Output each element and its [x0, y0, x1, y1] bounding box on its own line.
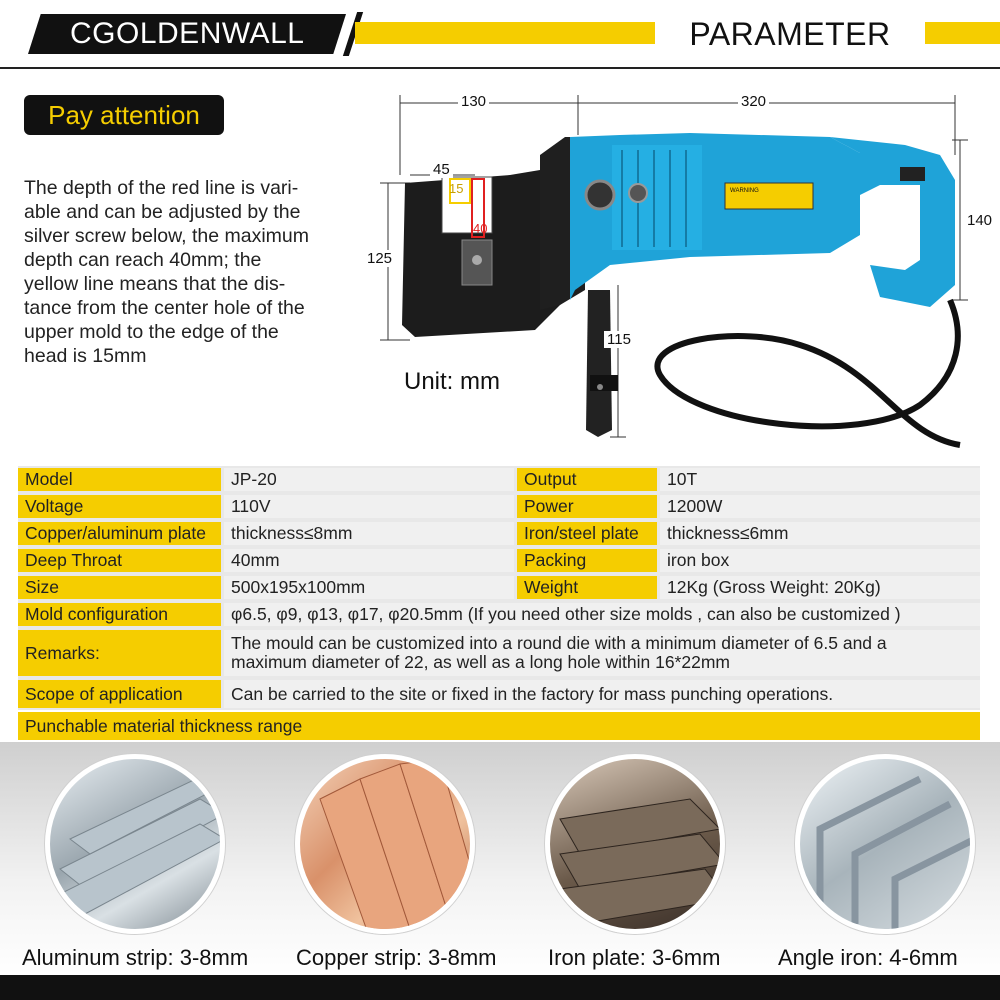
remarks-line: maximum diameter of 22, as well as a long hole within 16*22mm [231, 652, 730, 672]
attention-line: yellow line means that the dis- [24, 273, 286, 295]
yellow-stripe-right [925, 22, 1000, 44]
spec-value: thickness≤8mm [224, 522, 514, 545]
table-row [18, 466, 980, 493]
spec-label: Iron/steel plate [517, 522, 657, 545]
hole-puncher-illustration [360, 75, 1000, 470]
spec-label: Packing [517, 549, 657, 572]
dim-320: 320 [738, 93, 769, 110]
spec-value: 40mm [224, 549, 514, 572]
spec-label: Copper/aluminum plate [18, 522, 221, 545]
spec-value: 110V [224, 495, 514, 518]
spec-label: Scope of application [18, 680, 221, 708]
spec-label: Mold configuration [18, 603, 221, 626]
punch-range-bar: Punchable material thickness range [18, 712, 980, 740]
copper-strip-image [295, 754, 475, 934]
table-row [18, 601, 980, 628]
dim-130: 130 [458, 93, 489, 110]
dim-115: 115 [604, 331, 634, 348]
spec-label: Remarks: [18, 630, 221, 676]
table-row [18, 628, 980, 678]
hole-puncher-diagram [360, 75, 1000, 470]
material-label: Iron plate: 3-6mm [548, 945, 721, 970]
attention-text [24, 176, 342, 368]
attention-line: able and can be adjusted by the [24, 201, 301, 223]
spec-value: φ6.5, φ9, φ13, φ17, φ20.5mm (If you need other size molds , can also be customized ) [224, 603, 980, 626]
attention-line: head is 15mm [24, 345, 147, 367]
warning-sticker-text: WARNING [730, 188, 759, 194]
attention-line: depth can reach 40mm; the [24, 249, 262, 271]
aluminum-strip-image [45, 754, 225, 934]
spec-value: JP-20 [224, 468, 514, 491]
table-row [18, 547, 980, 574]
material-label: Copper strip: 3-8mm [296, 945, 497, 970]
table-row [18, 678, 980, 710]
iron-plate-image [545, 754, 725, 934]
remarks-line: The mould can be customized into a round die with a minimum diameter of 6.5 and a [231, 633, 887, 653]
yellow-stripe-left [355, 22, 655, 44]
dim-15: 15 [449, 181, 464, 196]
spec-value: 500x195x100mm [224, 576, 514, 599]
pay-attention-badge: Pay attention [24, 95, 224, 135]
unit-label: Unit: mm [404, 368, 500, 395]
spec-label: Size [18, 576, 221, 599]
materials-section [0, 742, 1000, 975]
spec-label: Power [517, 495, 657, 518]
spec-value: thickness≤6mm [660, 522, 980, 545]
material-label: Angle iron: 4-6mm [778, 945, 958, 970]
brand-name: CGOLDENWALL [70, 17, 305, 50]
dim-40: 40 [473, 221, 488, 236]
material-label: Aluminum strip: 3-8mm [22, 945, 249, 970]
spec-value [224, 630, 980, 676]
spec-value: Can be carried to the site or fixed in the factory for mass punching operations. [224, 680, 980, 708]
attention-line: upper mold to the edge of the [24, 321, 279, 343]
spec-label: Weight [517, 576, 657, 599]
table-row [18, 520, 980, 547]
attention-line: The depth of the red line is vari- [24, 177, 299, 199]
spec-label: Output [517, 468, 657, 491]
dim-45: 45 [430, 161, 453, 178]
spec-value: 10T [660, 468, 980, 491]
spec-value: 12Kg (Gross Weight: 20Kg) [660, 576, 980, 599]
attention-line: tance from the center hole of the [24, 297, 305, 319]
header [0, 0, 1000, 70]
spec-value: iron box [660, 549, 980, 572]
dim-125: 125 [364, 250, 395, 267]
dim-140: 140 [964, 212, 995, 229]
spec-label: Deep Throat [18, 549, 221, 572]
header-divider [0, 67, 1000, 69]
footer-bar [0, 975, 1000, 1000]
spec-value: 1200W [660, 495, 980, 518]
table-row [18, 574, 980, 601]
spec-label: Model [18, 468, 221, 491]
spec-label: Voltage [18, 495, 221, 518]
angle-iron-image [795, 754, 975, 934]
attention-line: silver screw below, the maximum [24, 225, 309, 247]
page-title: PARAMETER [689, 16, 891, 52]
table-row [18, 493, 980, 520]
